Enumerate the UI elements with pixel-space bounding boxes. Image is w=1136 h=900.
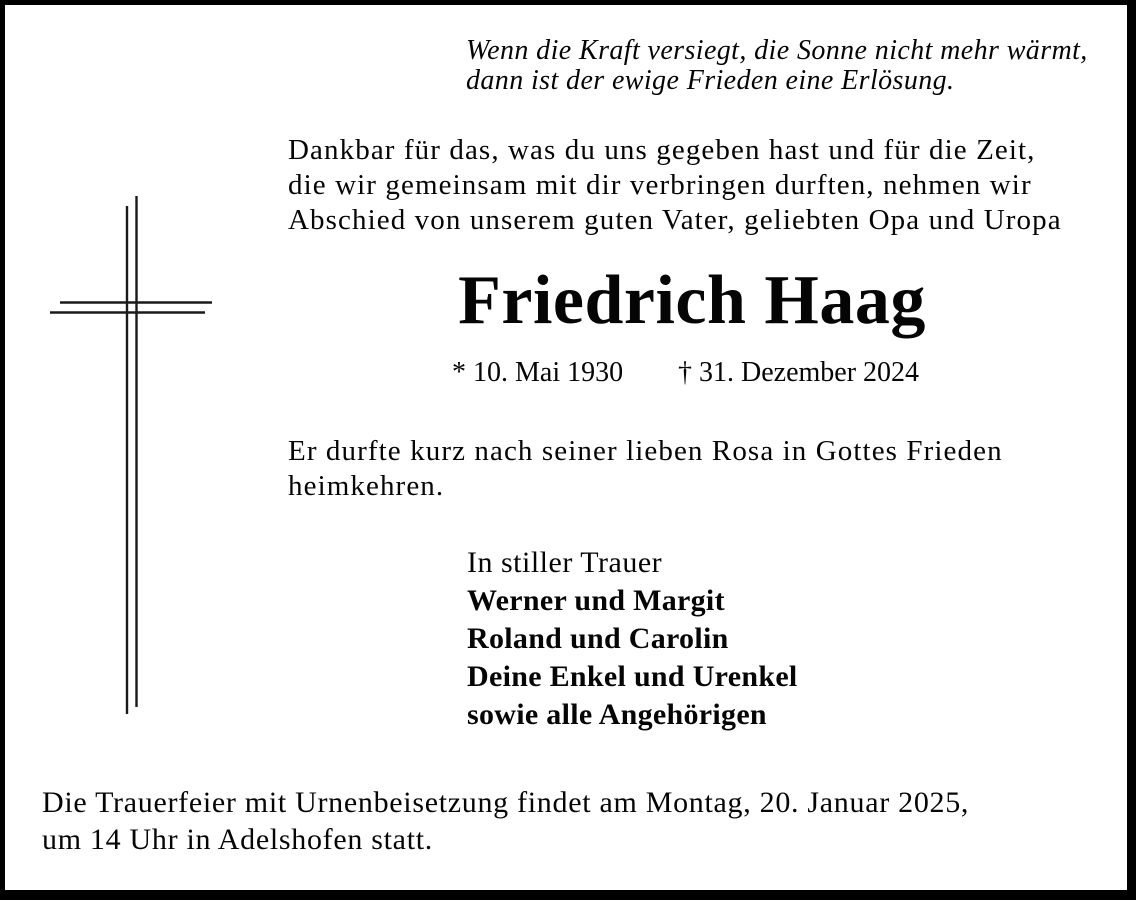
epigraph [466, 36, 1088, 96]
birth-date: * 10. Mai 1930 [452, 357, 624, 388]
mourning-block [467, 544, 798, 734]
epigraph-line: Wenn die Kraft versiegt, die Sonne nicht mehr wärmt, [466, 35, 1088, 66]
message-line: Er durfte kurz nach seiner lieben Rosa in Gottes Frieden [288, 435, 1003, 467]
epigraph-line: dann ist der ewige Frieden eine Erlösung. [466, 65, 955, 96]
funeral-info [42, 784, 969, 858]
death-date: † 31. Dezember 2024 [678, 357, 920, 388]
intro-line: Dankbar für das, was du uns gegeben hast und für die Zeit, [288, 134, 1036, 166]
message-paragraph [288, 434, 1003, 504]
mourner-name: sowie alle Angehörigen [467, 698, 767, 731]
mourner-name: Werner und Margit [467, 584, 725, 617]
message-line: heimkehren. [288, 470, 445, 502]
mourner-name: Deine Enkel und Urenkel [467, 660, 798, 693]
intro-paragraph [288, 133, 1062, 238]
life-dates [5, 359, 1127, 393]
intro-line: die wir gemeinsam mit dir verbringen durften, nehmen wir [288, 169, 1032, 201]
funeral-line: Die Trauerfeier mit Urnenbeisetzung findet am Montag, 20. Januar 2025, [42, 786, 970, 819]
deceased-name: Friedrich Haag [458, 262, 926, 339]
mourner-name: Roland und Carolin [467, 622, 729, 655]
mourning-intro: In stiller Trauer [467, 546, 663, 579]
intro-line: Abschied von unserem guten Vater, geliebten Opa und Uropa [288, 204, 1062, 236]
funeral-line: um 14 Uhr in Adelshofen statt. [42, 823, 433, 856]
